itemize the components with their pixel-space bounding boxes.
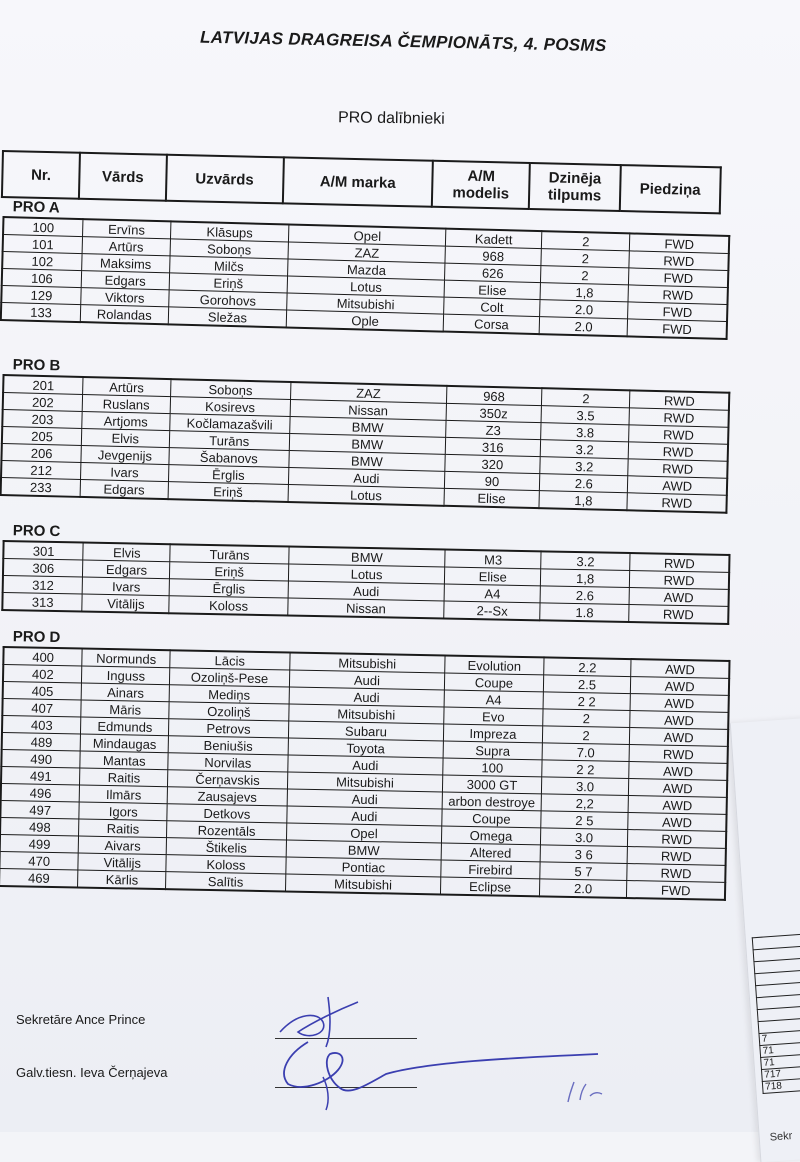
cell-tilpums: 7.0 <box>542 743 630 762</box>
background-sheet-footer: Sekr <box>769 1130 793 1144</box>
cell-piedzina: RWD <box>629 745 728 764</box>
cell-modelis: Impreza <box>444 724 543 743</box>
cell-uzvards: Petrovs <box>169 719 289 738</box>
cell-nr: 106 <box>2 269 82 288</box>
cell-modelis: 350z <box>446 403 542 422</box>
cell-piedzina: RWD <box>627 847 726 866</box>
cell-piedzina: RWD <box>627 493 726 513</box>
secretary-line <box>16 1012 145 1027</box>
cell-nr: 205 <box>2 427 82 446</box>
cell-vards: Jevgenijs <box>81 445 169 464</box>
cell-marka: ZAZ <box>290 382 446 403</box>
cell-uzvards: Eriņš <box>169 273 288 293</box>
cell-modelis: Kadett <box>445 229 541 249</box>
cell-marka: Ople <box>287 310 444 332</box>
cell-uzvards: Koloss <box>169 596 288 616</box>
cell-uzvards: Kosirevs <box>170 397 291 417</box>
cell-piedzina: AWD <box>629 779 728 798</box>
cell-piedzina: FWD <box>627 881 726 900</box>
cell-modelis: 968 <box>445 246 541 266</box>
cell-modelis: Evolution <box>445 655 544 674</box>
cell-tilpums: 3.2 <box>541 551 630 570</box>
cell-piedzina: RWD <box>629 571 729 590</box>
cell-piedzina: RWD <box>629 425 728 444</box>
document-title: LATVIJAS DRAGREISA ČEMPIONĀTS, 4. POSMS <box>199 27 607 56</box>
cell-marka: Audi <box>288 468 444 489</box>
cell-vards: Igors <box>79 802 167 821</box>
cell-uzvards: Milčs <box>169 256 288 276</box>
cell-uzvards: Klāsups <box>170 221 289 242</box>
cell-nr: 402 <box>3 665 82 684</box>
cell-marka: Mazda <box>288 259 445 280</box>
cell-piedzina: AWD <box>628 796 727 815</box>
cell-nr: 212 <box>1 460 81 479</box>
cell-marka: Audi <box>286 806 442 826</box>
cell-nr: 202 <box>3 393 83 412</box>
cell-uzvards: Sležas <box>168 307 287 328</box>
cell-vards: Elvis <box>81 428 169 447</box>
cell-tilpums: 5 7 <box>540 862 628 881</box>
background-sheet-number: 71 <box>760 1041 800 1057</box>
cell-vards: Ivars <box>81 462 169 481</box>
cell-piedzina: AWD <box>628 476 727 495</box>
cell-vards: Ruslans <box>82 394 170 413</box>
cell-uzvards: Beniušis <box>168 736 288 755</box>
cell-modelis: arbon destroye <box>442 792 541 811</box>
background-sheet-number: 71 <box>761 1053 800 1069</box>
cell-modelis: 320 <box>444 454 540 473</box>
cell-marka: Subaru <box>288 721 444 741</box>
cell-vards: Artjoms <box>82 411 170 430</box>
cell-marka: ZAZ <box>288 242 445 263</box>
cell-uzvards: Mediņs <box>169 685 289 704</box>
cell-modelis: Supra <box>443 741 542 760</box>
cell-nr: 313 <box>2 593 82 612</box>
cell-modelis: 968 <box>446 386 542 406</box>
cell-modelis: Evo <box>444 707 543 726</box>
cell-vards: Inguss <box>82 666 170 685</box>
cell-piedzina: AWD <box>629 762 728 781</box>
cell-uzvards: Štikelis <box>166 838 286 857</box>
cell-modelis: 316 <box>445 437 541 456</box>
cell-modelis: A4 <box>444 584 540 603</box>
cell-modelis: 626 <box>445 263 541 283</box>
group-pro-c <box>1 522 731 625</box>
cell-piedzina: FWD <box>628 302 727 322</box>
cell-nr: 405 <box>3 682 82 701</box>
cell-tilpums: 2 <box>541 266 630 285</box>
cell-uzvards: Turāns <box>170 544 289 564</box>
cell-marka: Mitsubishi <box>287 293 444 314</box>
cell-uzvards: Soboņs <box>170 379 291 399</box>
cell-piedzina: RWD <box>629 408 728 427</box>
background-sheet-number: 717 <box>761 1065 800 1081</box>
cell-nr: 306 <box>3 559 83 578</box>
cell-uzvards: Norvilas <box>168 753 288 772</box>
column-header-vards: Vārds <box>79 153 166 201</box>
column-header-piedzina: Piedziņa <box>620 165 721 213</box>
cell-marka: Toyota <box>288 738 444 758</box>
handwritten-signatures <box>268 992 628 1112</box>
cell-piedzina: AWD <box>630 728 729 747</box>
participants-table <box>0 646 731 901</box>
cell-uzvards: Ozoliņš <box>169 702 289 721</box>
cell-vards: Viktors <box>81 288 169 307</box>
cell-piedzina: RWD <box>629 251 728 271</box>
cell-vards: Elvis <box>83 543 170 562</box>
cell-nr: 489 <box>2 732 81 751</box>
cell-vards: Vitālijs <box>78 853 166 872</box>
cell-tilpums: 2 <box>542 709 630 728</box>
cell-marka: Audi <box>288 581 445 601</box>
column-header-tilpums: Dzinēja tilpums <box>529 163 621 211</box>
column-header-nr: Nr. <box>2 151 80 199</box>
cell-tilpums: 2.6 <box>540 474 629 493</box>
cell-nr: 133 <box>1 302 81 322</box>
cell-nr: 496 <box>1 783 80 802</box>
cell-piedzina: RWD <box>629 442 728 461</box>
cell-tilpums: 2.5 <box>543 675 631 694</box>
cell-nr: 203 <box>2 410 82 429</box>
cell-marka: Opel <box>289 225 446 247</box>
cell-nr: 129 <box>1 285 81 304</box>
cell-vards: Edmunds <box>81 717 169 736</box>
cell-vards: Artūrs <box>83 377 171 397</box>
cell-modelis: Elise <box>444 280 540 300</box>
cell-vards: Māris <box>81 700 169 719</box>
cell-uzvards: Ērglis <box>168 465 289 485</box>
cell-marka: Nissan <box>290 400 446 421</box>
cell-modelis: Omega <box>442 826 541 845</box>
cell-nr: 301 <box>3 541 83 560</box>
cell-piedzina: RWD <box>630 390 729 410</box>
group-label: PRO B <box>12 356 61 375</box>
cell-marka: Pontiac <box>285 857 441 877</box>
cell-uzvards: Zausajevs <box>167 787 287 806</box>
cell-uzvards: Šabanovs <box>168 448 289 468</box>
cell-vards: Edgars <box>83 560 170 579</box>
cell-modelis: Colt <box>444 297 540 317</box>
cell-vards: Normunds <box>82 649 170 668</box>
cell-piedzina: AWD <box>628 813 727 832</box>
secretary-name: Ance Prince <box>75 1012 146 1027</box>
cell-tilpums: 3.2 <box>540 440 629 459</box>
cell-modelis: Elise <box>445 567 541 586</box>
cell-marka: BMW <box>290 417 446 438</box>
cell-uzvards: Ozoliņš-Pese <box>170 668 290 687</box>
cell-uzvards: Lācis <box>170 650 290 670</box>
cell-piedzina: RWD <box>628 459 727 478</box>
cell-vards: Raitis <box>80 768 168 787</box>
cell-nr: 490 <box>1 749 80 768</box>
participants-table <box>0 216 730 340</box>
background-sheet-number: 7 <box>759 1029 800 1045</box>
cell-piedzina: FWD <box>630 233 729 253</box>
background-sheet-number: 718 <box>762 1077 800 1093</box>
background-sheet-table <box>752 933 800 1094</box>
cell-piedzina: AWD <box>630 694 729 713</box>
column-header-modelis: A/M modelis <box>432 161 530 209</box>
cell-tilpums: 2 5 <box>541 811 629 830</box>
cell-modelis: Z3 <box>445 420 541 439</box>
cell-tilpums: 1,8 <box>539 491 628 511</box>
cell-marka: Mitsubishi <box>288 704 444 724</box>
cell-nr: 403 <box>2 716 81 735</box>
cell-nr: 498 <box>0 817 79 836</box>
cell-tilpums: 2 2 <box>542 760 630 779</box>
cell-tilpums: 3.2 <box>540 457 629 476</box>
cell-tilpums: 3 6 <box>540 845 628 864</box>
cell-vards: Kārlis <box>78 870 166 889</box>
cell-piedzina: RWD <box>629 605 729 624</box>
cell-uzvards: Soboņs <box>170 239 289 259</box>
cell-tilpums: 3.5 <box>541 406 630 425</box>
participants-table <box>0 374 730 514</box>
cell-marka: Audi <box>289 670 445 690</box>
group-label: PRO C <box>12 522 61 541</box>
group-pro-d <box>0 628 731 901</box>
group-pro-a <box>0 198 731 340</box>
cell-uzvards: Salītis <box>166 872 286 892</box>
cell-marka: BMW <box>289 434 445 455</box>
cell-uzvards: Gorohovs <box>168 290 287 310</box>
cell-modelis: 90 <box>444 471 540 490</box>
cell-tilpums: 2.0 <box>540 300 629 319</box>
cell-vards: Edgars <box>81 271 169 290</box>
cell-modelis: M3 <box>445 549 541 568</box>
participants-table <box>1 540 730 625</box>
cell-marka: Nissan <box>288 598 445 618</box>
cell-nr: 400 <box>3 647 82 666</box>
judge-label: Galv.tiesn. <box>16 1065 77 1080</box>
cell-marka: Mitsubishi <box>285 874 441 894</box>
cell-nr: 470 <box>0 851 79 870</box>
cell-uzvards: Turāns <box>169 431 290 451</box>
cell-modelis: Firebird <box>441 860 540 879</box>
cell-piedzina: AWD <box>630 711 729 730</box>
judge-line <box>16 1065 168 1080</box>
cell-uzvards: Čerņavskis <box>168 770 288 789</box>
cell-tilpums: 2 <box>542 388 631 408</box>
cell-tilpums: 2 2 <box>543 692 631 711</box>
cell-nr: 469 <box>0 868 78 887</box>
cell-vards: Ivars <box>83 577 170 596</box>
cell-marka: BMW <box>286 840 442 860</box>
cell-tilpums: 2 <box>541 249 630 268</box>
cell-tilpums: 2,2 <box>541 794 629 813</box>
cell-marka: Mitsubishi <box>289 653 445 673</box>
cell-marka: BMW <box>289 546 446 566</box>
cell-vards: Aivars <box>79 836 167 855</box>
cell-nr: 497 <box>0 800 79 819</box>
cell-nr: 312 <box>3 576 83 595</box>
group-label: PRO A <box>12 198 60 217</box>
cell-marka: Audi <box>289 687 445 707</box>
judge-name: Ieva Čerņajeva <box>80 1065 168 1080</box>
cell-nr: 233 <box>1 477 81 496</box>
cell-piedzina: AWD <box>629 588 729 607</box>
cell-marka: Audi <box>287 789 443 809</box>
cell-tilpums: 3.8 <box>541 423 630 442</box>
cell-modelis: Altered <box>441 843 540 862</box>
cell-tilpums: 2.6 <box>540 586 629 605</box>
cell-tilpums: 1,8 <box>541 569 630 588</box>
cell-uzvards: Koloss <box>166 855 286 874</box>
cell-tilpums: 2 <box>541 231 630 251</box>
cell-marka: Lotus <box>288 276 445 297</box>
cell-uzvards: Eriņš <box>168 482 289 502</box>
cell-uzvards: Ērglis <box>170 579 289 598</box>
cell-tilpums: 3.0 <box>541 777 629 796</box>
cell-piedzina: RWD <box>628 830 727 849</box>
cell-piedzina: FWD <box>629 268 728 288</box>
cell-uzvards: Eriņš <box>170 562 289 581</box>
cell-vards: Rolandas <box>80 305 168 325</box>
cell-modelis: 100 <box>443 758 542 777</box>
cell-nr: 100 <box>3 217 83 237</box>
cell-nr: 101 <box>3 235 83 254</box>
group-pro-b <box>0 356 731 514</box>
cell-nr: 407 <box>2 699 81 718</box>
cell-vards: Vitālijs <box>82 594 169 613</box>
cell-tilpums: 2.0 <box>539 879 627 898</box>
cell-nr: 102 <box>2 252 82 271</box>
column-header-marka: A/M marka <box>283 157 433 206</box>
cell-marka: Mitsubishi <box>287 772 443 792</box>
cell-vards: Ainars <box>82 683 170 702</box>
cell-tilpums: 1.8 <box>540 603 629 622</box>
group-label: PRO D <box>12 628 61 647</box>
cell-tilpums: 2 <box>542 726 630 745</box>
cell-vards: Edgars <box>80 479 168 499</box>
cell-piedzina: AWD <box>631 677 730 696</box>
cell-nr: 491 <box>1 766 80 785</box>
cell-modelis: Coupe <box>442 809 541 828</box>
cell-piedzina: FWD <box>628 319 727 339</box>
cell-nr: 499 <box>0 834 79 853</box>
cell-piedzina: RWD <box>630 553 730 572</box>
cell-modelis: Elise <box>444 488 540 508</box>
cell-vards: Ilmārs <box>80 785 168 804</box>
cell-uzvards: Detkovs <box>167 804 287 823</box>
cell-tilpums: 3.0 <box>540 828 628 847</box>
cell-uzvards: Rozentāls <box>167 821 287 840</box>
cell-uzvards: Kočlamazašvili <box>169 414 290 434</box>
cell-nr: 201 <box>3 375 83 394</box>
cell-modelis: 3000 GT <box>443 775 542 794</box>
cell-tilpums: 1,8 <box>540 283 629 302</box>
cell-vards: Ervīns <box>83 219 171 239</box>
cell-piedzina: RWD <box>627 864 726 883</box>
cell-tilpums: 2.2 <box>543 657 631 676</box>
cell-marka: BMW <box>289 451 445 472</box>
secretary-label: Sekretāre <box>16 1012 73 1027</box>
cell-tilpums: 2.0 <box>539 317 628 337</box>
cell-marka: Lotus <box>288 485 444 506</box>
cell-piedzina: AWD <box>631 659 730 678</box>
cell-nr: 206 <box>1 443 81 462</box>
cell-vards: Raitis <box>79 819 167 838</box>
cell-vards: Mindaugas <box>81 734 169 753</box>
cell-modelis: 2--Sx <box>444 601 540 620</box>
cell-vards: Artūrs <box>82 237 170 256</box>
cell-vards: Maksims <box>82 254 170 273</box>
cell-piedzina: RWD <box>628 285 727 305</box>
cell-vards: Mantas <box>80 751 168 770</box>
cell-modelis: Coupe <box>445 673 544 692</box>
cell-modelis: Eclipse <box>441 877 540 896</box>
cell-modelis: Corsa <box>443 314 539 334</box>
cell-marka: Lotus <box>288 564 445 584</box>
cell-marka: Audi <box>287 755 443 775</box>
cell-modelis: A4 <box>444 690 543 709</box>
cell-marka: Opel <box>286 823 442 843</box>
document-subtitle: PRO dalībnieki <box>337 109 445 128</box>
column-header-uzvards: Uzvārds <box>166 155 284 204</box>
